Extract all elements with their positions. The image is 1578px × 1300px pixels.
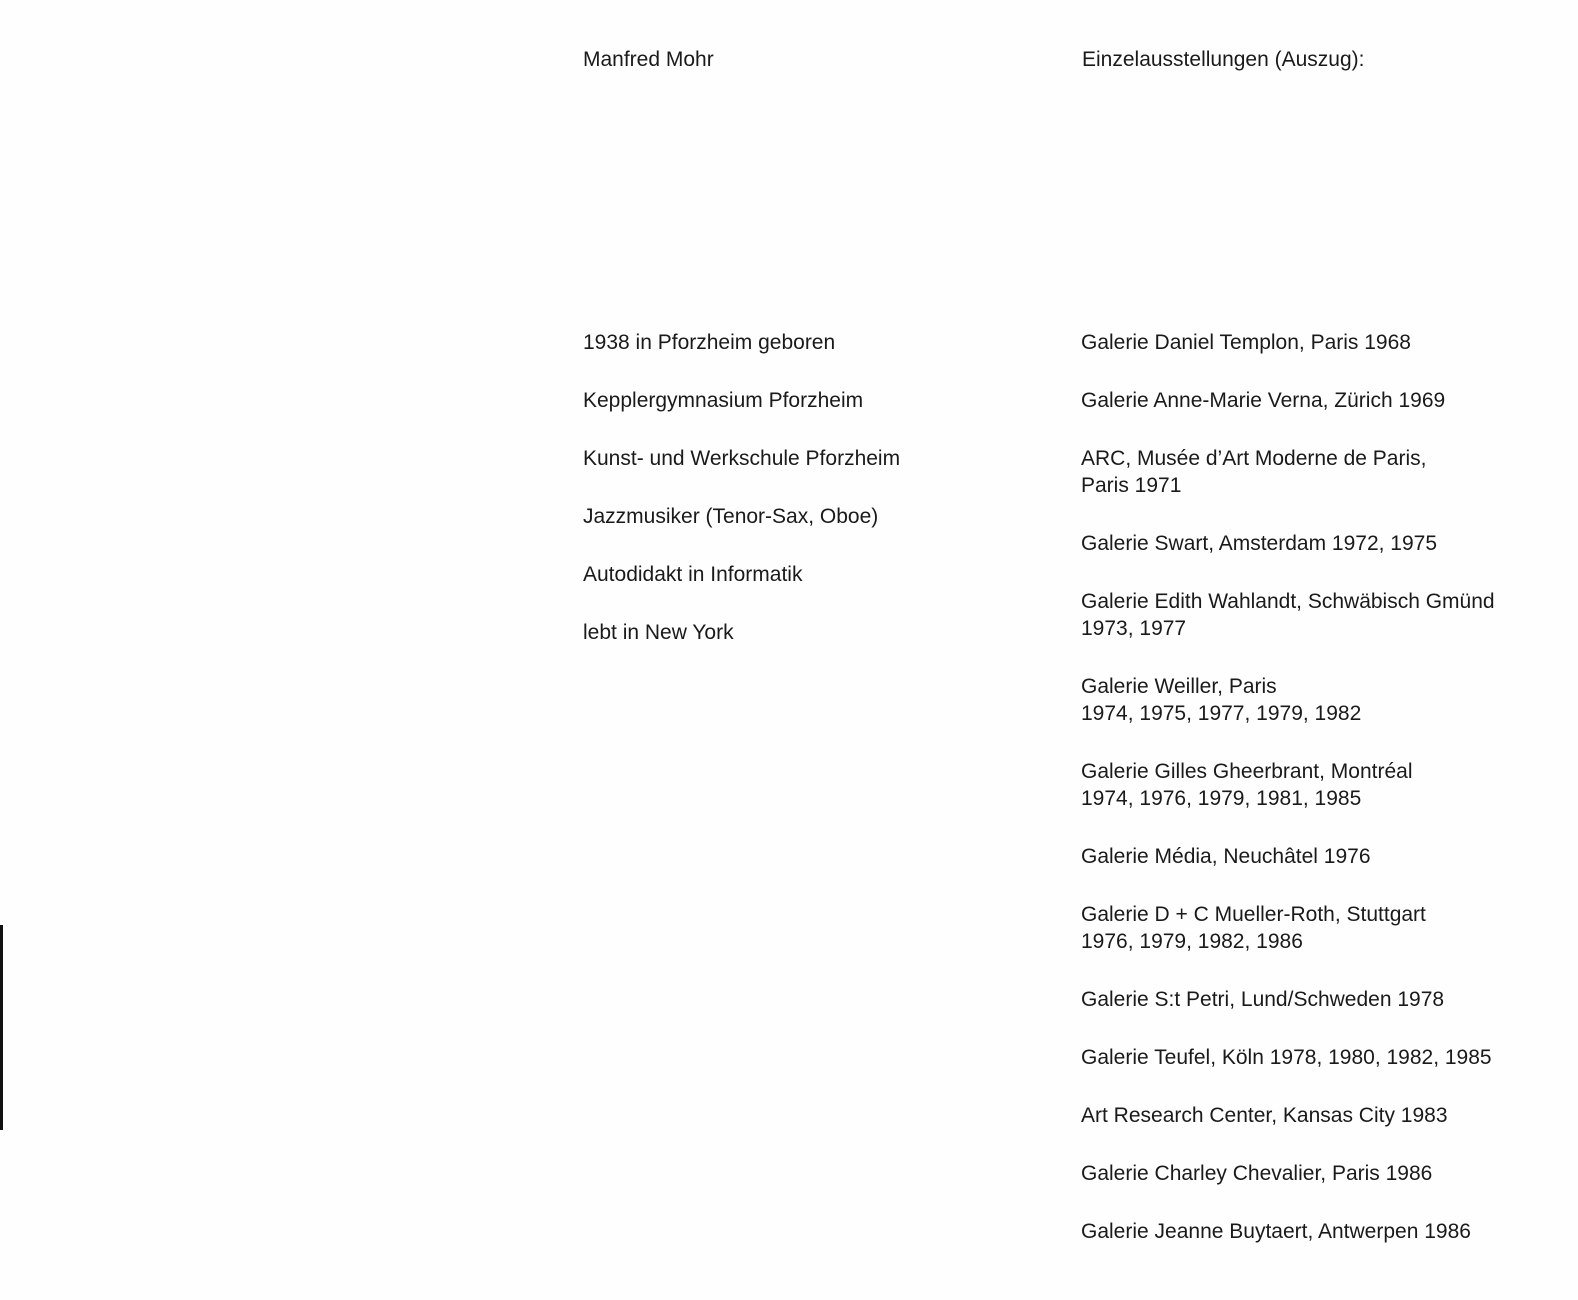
exhibition-years-line: 1974, 1976, 1979, 1981, 1985 <box>1081 787 1362 810</box>
exhibition-line: Galerie Jeanne Buytaert, Antwerpen 1986 <box>1081 1220 1471 1243</box>
exhibition-item <box>1081 1160 1551 1187</box>
scan-edge-mark <box>0 925 3 1130</box>
exhibition-years-line: 1973, 1977 <box>1081 617 1187 640</box>
exhibition-years-line: 1974, 1975, 1977, 1979, 1982 <box>1081 702 1362 725</box>
exhibition-item <box>1081 673 1551 727</box>
exhibition-item <box>1081 329 1551 356</box>
biography-item: Kunst- und Werkschule Pforzheim <box>583 447 901 470</box>
exhibition-line: Galerie Charley Chevalier, Paris 1986 <box>1081 1162 1433 1185</box>
exhibition-years-line: 1976, 1979, 1982, 1986 <box>1081 930 1303 953</box>
exhibition-line: Galerie Gilles Gheerbrant, Montréal <box>1081 760 1413 783</box>
exhibition-item <box>1081 1102 1551 1129</box>
exhibition-line: Galerie Média, Neuchâtel 1976 <box>1081 845 1371 868</box>
exhibition-line: Art Research Center, Kansas City 1983 <box>1081 1104 1448 1127</box>
exhibitions-heading: Einzelausstellungen (Auszug): <box>1082 48 1365 71</box>
biography-list <box>583 329 1003 677</box>
exhibition-item <box>1081 1218 1551 1245</box>
exhibition-item <box>1081 986 1551 1013</box>
exhibition-line: Galerie Swart, Amsterdam 1972, 1975 <box>1081 532 1438 555</box>
exhibition-item <box>1081 1044 1551 1071</box>
exhibition-line: Galerie Teufel, Köln 1978, 1980, 1982, 1985 <box>1081 1046 1492 1069</box>
exhibition-item <box>1081 901 1551 955</box>
exhibition-item <box>1081 387 1551 414</box>
exhibition-line: Galerie Edith Wahlandt, Schwäbisch Gmünd <box>1081 590 1495 613</box>
artist-name-heading: Manfred Mohr <box>583 48 714 71</box>
exhibition-line: Galerie Weiller, Paris <box>1081 675 1277 698</box>
biography-item: Kepplergymnasium Pforzheim <box>583 389 864 412</box>
exhibition-item <box>1081 843 1551 870</box>
exhibition-line: Galerie Daniel Templon, Paris 1968 <box>1081 331 1411 354</box>
exhibition-line: Galerie S:t Petri, Lund/Schweden 1978 <box>1081 988 1445 1011</box>
exhibition-line: ARC, Musée d’Art Moderne de Paris, <box>1081 447 1427 470</box>
exhibition-item <box>1081 758 1551 812</box>
exhibition-line: Galerie Anne-Marie Verna, Zürich 1969 <box>1081 389 1446 412</box>
exhibitions-list <box>1081 329 1551 1276</box>
biography-item: 1938 in Pforzheim geboren <box>583 331 836 354</box>
exhibition-line: Galerie D + C Mueller-Roth, Stuttgart <box>1081 903 1426 926</box>
biography-item: Autodidakt in Informatik <box>583 563 803 586</box>
exhibition-item <box>1081 445 1551 499</box>
biography-item: lebt in New York <box>583 621 734 644</box>
exhibition-item <box>1081 530 1551 557</box>
exhibition-item <box>1081 588 1551 642</box>
exhibition-years-line: Paris 1971 <box>1081 474 1182 497</box>
biography-item: Jazzmusiker (Tenor-Sax, Oboe) <box>583 505 879 528</box>
